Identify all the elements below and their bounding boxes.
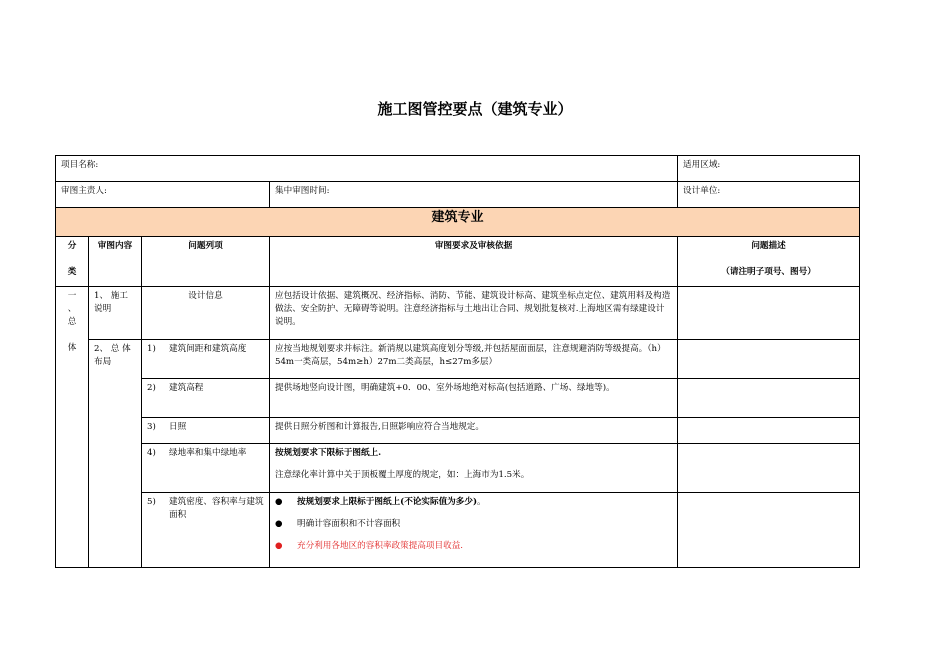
col-description (678, 237, 860, 287)
description-cell[interactable] (678, 379, 860, 418)
item-label: 日照 (169, 422, 187, 432)
category-line2: 、 (67, 304, 77, 314)
requirement-cell: 提供场地竖向设计图，明确建筑+0．00、室外场地绝对标高(包括道路、广场、绿地等)。 (270, 379, 678, 418)
item-cell (142, 379, 270, 418)
content-cell: 1、 施工说明 (89, 287, 142, 340)
bullet-text: 充分利用各地区的容积率政策提高项目收益. (297, 541, 464, 551)
requirement-cell: 应包括设计依据、建筑概况、经济指标、消防、节能、建筑设计标高、建筑坐标点定位、建筑用料及构造做法、安全防护、无障碍等说明。注意经济指标与土地出让合同、规划批复核对.上海地区需有绿建设计说明。 (270, 287, 678, 340)
bullet-icon: ● (275, 541, 283, 551)
requirement-cell: 应按当地规划要求并标注。新消规以建筑高度划分等级,并包括屋面面层，注意规避消防等级提高。（h）54m一类高层，54m≥h）27m二类高层，h≤27m多层） (270, 340, 678, 379)
col-description-line1: 问题描述 (751, 241, 786, 251)
col-description-line2: （请注明子项号、图号） (721, 267, 816, 277)
item-cell (142, 493, 270, 568)
table-row (56, 379, 860, 418)
reviewer-field[interactable]: 审图主责人: (56, 182, 270, 208)
bullet-item (275, 496, 672, 509)
item-cell (142, 340, 270, 379)
bullet-text: 按规划要求上限标于图纸上(不论实际值为多少) (297, 497, 478, 507)
col-category-line1: 分 (67, 241, 77, 251)
bullet-text: 明确计容面积和不计容面积 (297, 519, 401, 529)
category-line3: 总 (67, 317, 77, 327)
bullet-icon: ● (275, 519, 283, 529)
item-number: 3) (147, 422, 156, 432)
item-number: 1) (147, 344, 156, 354)
description-cell[interactable] (678, 493, 860, 568)
col-category-line2: 类 (67, 267, 77, 277)
category-line4: 体 (67, 343, 77, 353)
item-label: 建筑密度、容积率与建筑面积 (169, 497, 264, 520)
description-cell[interactable] (678, 340, 860, 379)
requirement-text: 注意绿化率计算中关于顶板覆土厚度的规定，如：上海市为1.5米。 (275, 470, 530, 480)
document-title: 施工图管控要点（建筑专业） (377, 100, 573, 118)
header-row-2 (56, 182, 860, 208)
design-unit-field[interactable]: 设计单位: (678, 182, 860, 208)
requirement-cell (270, 493, 678, 568)
description-cell[interactable] (678, 444, 860, 493)
description-cell[interactable] (678, 418, 860, 444)
content-cell: 2、 总 体布局 (89, 340, 142, 568)
category-line1: 一 (67, 291, 77, 301)
item-number: 4) (147, 448, 156, 458)
col-content: 审图内容 (89, 237, 142, 287)
bullet-tail: 。 (477, 497, 486, 507)
requirement-cell (270, 444, 678, 493)
column-header-row (56, 237, 860, 287)
table-row (56, 287, 860, 340)
bullet-item (275, 540, 672, 553)
section-band-row (56, 208, 860, 237)
item-cell (142, 444, 270, 493)
item-label: 绿地率和集中绿地率 (169, 448, 247, 458)
review-table (55, 155, 860, 568)
col-category (56, 237, 89, 287)
description-cell[interactable] (678, 287, 860, 340)
item-number: 5) (147, 497, 156, 507)
table-row (56, 418, 860, 444)
bullet-item (275, 518, 672, 531)
item-cell (142, 418, 270, 444)
requirement-bold: 按规划要求下限标于图纸上. (275, 448, 382, 458)
item-label: 建筑高程 (169, 383, 204, 393)
header-row-1 (56, 156, 860, 182)
section-band: 建筑专业 (56, 208, 860, 237)
review-time-field[interactable]: 集中审图时间: (270, 182, 678, 208)
project-name-field[interactable]: 项目名称: (56, 156, 678, 182)
table-row (56, 444, 860, 493)
col-item: 问题列项 (142, 237, 270, 287)
item-number: 2) (147, 383, 156, 393)
category-cell (56, 287, 89, 568)
table-row (56, 493, 860, 568)
col-requirement: 审图要求及审核依据 (270, 237, 678, 287)
item-label: 建筑间距和建筑高度 (169, 344, 247, 354)
table-row (56, 340, 860, 379)
area-field[interactable]: 适用区域: (678, 156, 860, 182)
item-cell: 设计信息 (142, 287, 270, 340)
bullet-icon: ● (275, 497, 283, 507)
requirement-cell: 提供日照分析图和计算报告,日照影响应符合当地规定。 (270, 418, 678, 444)
